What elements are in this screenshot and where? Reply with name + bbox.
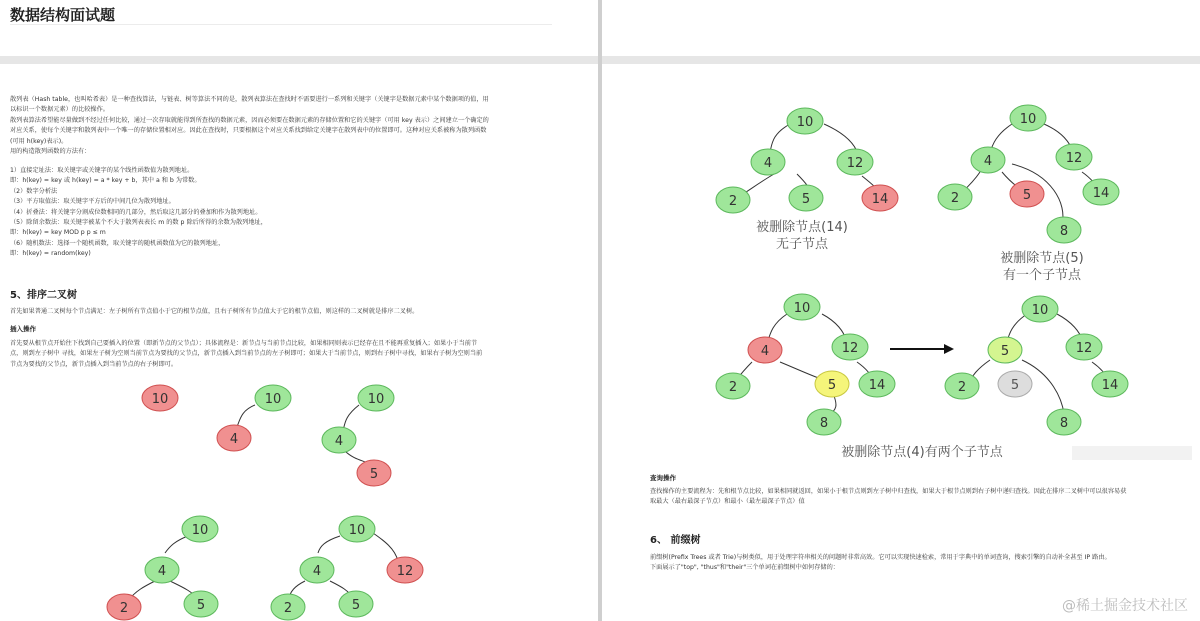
- method-line: （4）折叠法：将关键字分割成位数相同的几部分，然后取这几部分的叠加和作为散列地址。: [10, 208, 262, 216]
- node-label: 12: [846, 156, 864, 171]
- node-label: 2: [728, 194, 738, 209]
- page-title: 数据结构面试题: [10, 6, 116, 24]
- tree-1: [142, 385, 178, 411]
- node-label: 10: [793, 301, 811, 316]
- method-line: （3）平方取值法：取关键字平方后的中间几位为散列地址。: [10, 198, 175, 206]
- insert-line: 节点为要找的父节点，新节点插入到当前节点的右子树即可。: [10, 360, 178, 368]
- method-line: （5）除留余数法：取关键字被某个不大于散列表表长 m 的数 p 除后所得的余数为散列地址，: [10, 219, 267, 227]
- node-label: 10: [348, 523, 366, 538]
- node-label: 4: [760, 344, 770, 359]
- node-label: 8: [819, 416, 829, 431]
- node-label: 2: [728, 380, 738, 395]
- node-label: 5: [1022, 188, 1032, 203]
- tree-5: [271, 516, 423, 620]
- hash-line: 以标识一个数据元素）的比较操作。: [10, 106, 109, 114]
- query-line: 查找操作的主要流程为：先和根节点比较，如果相同就返回，如果小于根节点则到左子树中归查找，如果大于根节点则到右子树中递归查找。因此在排序二叉树中可以很容易获: [650, 488, 1127, 495]
- node-label: 2: [957, 380, 967, 395]
- node-label: 5: [196, 598, 206, 613]
- node-label: 2: [950, 191, 960, 206]
- hash-line: 用的构造散列函数的方法有：: [10, 148, 91, 156]
- node-label: 4: [157, 564, 167, 579]
- node-label: 4: [763, 156, 773, 171]
- caption: 有一个子节点: [1002, 268, 1082, 283]
- caption: 被删除节点(4)有两个子节点: [841, 445, 1003, 460]
- tree-4: [107, 516, 218, 620]
- delete-diagram-2: [938, 105, 1119, 283]
- caption: 被删除节点(5): [1000, 251, 1084, 266]
- node-label: 5: [369, 467, 379, 482]
- node-label: 5: [1000, 344, 1010, 359]
- node-label: 5: [827, 378, 837, 393]
- node-label: 14: [1101, 378, 1119, 393]
- hash-line: 对应关系，使每个关键字和散列表中一个唯一的存储位置相对应。因此在查找时，只要根据这个对应关系找到给定关键字在散列表中的位置即可。这种对应关系被称为散列函数: [10, 127, 487, 135]
- node-label: 4: [229, 432, 239, 447]
- method-line: 即：h(key) = key 或 h(key) = a * key + b，其中 a 和 b 为常数。: [10, 177, 201, 185]
- trie-line: 前缀树(Prefix Trees 或者 Trie)与树类似，用于处理字符串相关的问题时非常高效。它可以实现快速检索，常用于字典中的单词查询，搜索引擎的自动补全甚至 IP 路由。: [650, 554, 1111, 561]
- tree-3: [322, 385, 394, 486]
- query-paragraph: [650, 487, 1195, 508]
- node-label: 8: [1059, 224, 1069, 239]
- trie-line: 下面展示了"top", "thus"和"their"三个单词在前缀树中如何存储的：: [650, 564, 839, 572]
- query-line: 取最大（最右最深子节点）和最小（最左最深子节点）值: [650, 498, 805, 506]
- hash-line: (可用 h(key)表示)。: [10, 137, 68, 145]
- node-label: 10: [1031, 303, 1049, 318]
- node-label: 2: [119, 601, 129, 616]
- node-label: 14: [1092, 186, 1110, 201]
- node-label: 5: [351, 598, 361, 613]
- hash-paragraph: [10, 95, 555, 157]
- node-label: 10: [796, 115, 814, 130]
- node-label: 14: [871, 192, 889, 207]
- node-label: 12: [396, 564, 414, 579]
- node-label: 12: [1065, 151, 1083, 166]
- insert-line: 点，则到左子树中 寻找，如果左子树为空则当前节点为要找的父节点，新节点插入到当前节点的左子树即可；如果大于当前节点，则到右子树中寻找，如果右子树为空则当前: [10, 350, 483, 358]
- page-gap-band: [0, 56, 598, 64]
- right-page: [602, 0, 1200, 621]
- node-label: 5: [801, 192, 811, 207]
- query-heading: 查询操作: [650, 474, 676, 482]
- title-divider: [10, 24, 552, 25]
- method-line: 1）直接定址法：取关键字或关键字的某个线性函数值为散列地址。: [10, 167, 194, 174]
- section5-intro-line: 首先如果普通二叉树每个节点满足：左子树所有节点值小于它的根节点值，且右子树所有节点值大于它的根节点值，则这样的二叉树就是排序二叉树。: [10, 308, 419, 315]
- node-label: 10: [1019, 112, 1037, 127]
- hash-methods-list: [10, 166, 555, 260]
- insert-diagram: [0, 381, 598, 621]
- section6-heading: 6、 前缀树: [650, 535, 701, 546]
- arrow-icon: [890, 344, 954, 354]
- hash-line: 散列表（Hash table，也叫哈希表）是一种查找算法，与链表、树等算法不同的是，散列表算法在查找时不需要进行一系列和关键字（关键字是数据元素中某个数据项的值，用: [10, 96, 489, 103]
- blur-band: [1072, 446, 1192, 460]
- node-label: 2: [283, 601, 293, 616]
- method-line: 即：h(key) = random(key): [10, 250, 91, 258]
- node-label: 5: [1010, 378, 1020, 393]
- node-label: 4: [312, 564, 322, 579]
- trie-paragraph: [650, 553, 1195, 574]
- method-line: （2）数字分析法: [10, 187, 58, 195]
- left-page: [0, 0, 598, 621]
- node-label: 4: [334, 434, 344, 449]
- section5-intro: [10, 307, 555, 317]
- node-label: 8: [1059, 416, 1069, 431]
- node-label: 12: [841, 341, 859, 356]
- hash-line: 散列表算法希望能尽量做到不经过任何比较，通过一次存取就能得到所查找的数据元素，因而必须要在数据元素的存储位置和它的关键字（可用 key 表示）之间建立一个确定的: [10, 116, 489, 124]
- method-line: 即：h(key) = key MOD p p ≤ m: [10, 229, 106, 237]
- insert-paragraph: [10, 339, 555, 370]
- node-label: 12: [1075, 341, 1093, 356]
- node-label: 10: [191, 523, 209, 538]
- insert-heading: 插入操作: [10, 325, 36, 333]
- page-gap-band: [602, 56, 1200, 64]
- method-line: （6）随机数法：选择一个随机函数，取关键字的随机函数值为它的散列地址，: [10, 239, 225, 247]
- watermark: @稀土掘金技术社区: [1062, 598, 1188, 614]
- delete-diagram-1: [716, 108, 898, 252]
- node-label: 4: [983, 154, 993, 169]
- delete-diagram: [602, 64, 1200, 464]
- caption: 无子节点: [775, 237, 829, 252]
- node-label: 10: [151, 392, 169, 407]
- node-label: 10: [367, 392, 385, 407]
- insert-line: 首先要从根节点开始往下找到自己要插入的位置（即新节点的父节点）；具体流程是：新节点与当前节点比较，如果相同则表示已经存在且不能再重复插入；如果小于当前节: [10, 340, 478, 347]
- delete-diagram-3-after: [945, 296, 1128, 435]
- node-label: 14: [868, 378, 886, 393]
- delete-diagram-3-before: [716, 294, 895, 435]
- caption: 被删除节点(14): [756, 220, 848, 235]
- node-label: 10: [264, 392, 282, 407]
- section5-heading: 5、排序二叉树: [10, 290, 77, 301]
- tree-2: [217, 385, 291, 451]
